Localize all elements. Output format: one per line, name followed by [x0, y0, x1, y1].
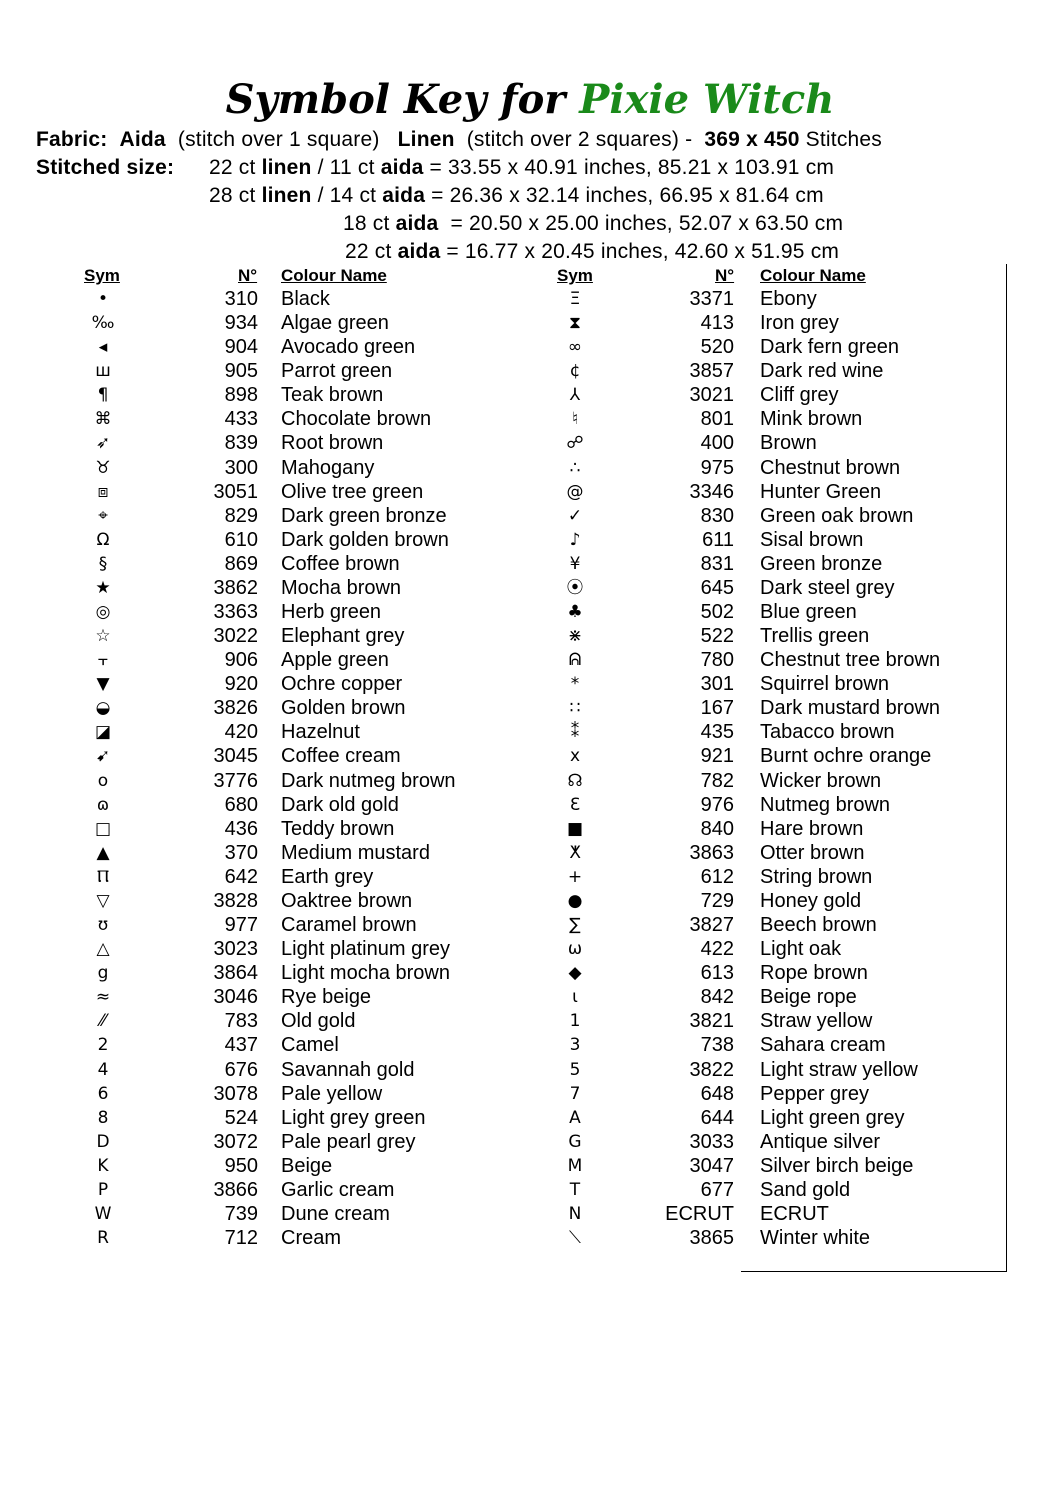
- colour-name: Dark nutmeg brown: [281, 769, 456, 792]
- dmc-number: 3776: [213, 769, 258, 792]
- colour-name: Golden brown: [281, 697, 406, 720]
- colour-name: Beige rope: [760, 986, 857, 1009]
- symbol: ▼: [96, 674, 110, 695]
- colour-name: Silver birch beige: [760, 1154, 914, 1177]
- dmc-number: 610: [224, 528, 258, 551]
- fabric-aida: Aida: [119, 128, 166, 151]
- colour-name: Hare brown: [760, 817, 864, 840]
- colour-name: Light straw yellow: [760, 1058, 918, 1081]
- colour-name: Mink brown: [760, 408, 863, 431]
- colour-name: Algae green: [281, 312, 389, 335]
- symbol: *: [570, 674, 580, 695]
- colour-name: Pale yellow: [281, 1082, 383, 1105]
- dmc-number: 524: [224, 1106, 258, 1129]
- colour-name: Caramel brown: [281, 914, 417, 937]
- colour-name: Savannah gold: [281, 1058, 415, 1081]
- colour-name: Green bronze: [760, 552, 883, 575]
- dmc-number: 436: [224, 817, 258, 840]
- dmc-number: 310: [224, 288, 258, 310]
- table-border-right: [1006, 264, 1007, 1272]
- size-dimensions: = 26.36 x 32.14 inches, 66.95 x 81.64 cm: [425, 184, 824, 207]
- size-fabric: aida: [382, 184, 426, 207]
- size-fabric: aida: [395, 212, 439, 235]
- symbol: ¥: [569, 553, 581, 574]
- colour-name: Black: [281, 288, 330, 310]
- page-title: [0, 76, 1060, 124]
- dmc-number: 3822: [689, 1058, 734, 1081]
- symbol: ◎: [95, 602, 111, 623]
- fabric-aida-note: (stitch over 1 square): [177, 128, 380, 151]
- dmc-number: 906: [224, 649, 258, 672]
- size-count: 22 ct: [209, 156, 262, 179]
- dmc-number: 920: [224, 673, 258, 696]
- colour-name: Winter white: [760, 1227, 871, 1250]
- symbol: N: [568, 1203, 582, 1224]
- fabric-label: Fabric:: [36, 128, 108, 151]
- colour-name: Pale pearl grey: [281, 1130, 416, 1153]
- symbol: T: [569, 1179, 581, 1200]
- symbol: 6: [97, 1083, 109, 1104]
- symbol: P: [97, 1179, 109, 1200]
- symbol: ▽: [96, 890, 110, 911]
- symbol: ⟍: [569, 1228, 581, 1249]
- stitched-size-label: Stitched size:: [36, 156, 175, 179]
- dmc-number: 400: [700, 432, 734, 455]
- colour-name: Beech brown: [760, 914, 877, 937]
- colour-name: Teddy brown: [281, 817, 395, 840]
- symbol: ⵅ: [569, 842, 581, 863]
- colour-name: Mocha brown: [281, 576, 402, 599]
- colour-name: Squirrel brown: [760, 673, 889, 696]
- fabric-linen: Linen: [397, 128, 455, 151]
- dmc-number: 3857: [689, 360, 734, 383]
- symbol: ⁑: [570, 722, 580, 743]
- dmc-number: 780: [700, 649, 734, 672]
- dmc-number: 3021: [689, 384, 734, 407]
- dmc-number: 921: [700, 745, 734, 768]
- symbol: ᕱ: [568, 650, 582, 671]
- size-count: / 14 ct: [311, 184, 383, 207]
- header-colour-left: Colour Name: [281, 266, 387, 285]
- dmc-number: 3045: [213, 745, 258, 768]
- symbol: ✓: [567, 505, 583, 526]
- dmc-number: 3821: [689, 1010, 734, 1033]
- symbol: ♉: [95, 457, 111, 478]
- symbol: ⧈: [97, 481, 109, 502]
- colour-name: Dark green bronze: [281, 504, 447, 527]
- dmc-number: 3862: [213, 576, 258, 599]
- dmc-number: 301: [700, 673, 734, 696]
- symbol: ★: [95, 577, 111, 598]
- symbol: ∞: [567, 337, 583, 358]
- symbol: @: [566, 481, 584, 502]
- symbol: §: [98, 553, 108, 574]
- dmc-number: 300: [224, 456, 258, 479]
- colour-name: Cliff grey: [760, 384, 839, 407]
- size-fabric: aida: [380, 156, 424, 179]
- dmc-number: 3866: [213, 1178, 258, 1201]
- colour-name: Root brown: [281, 432, 384, 455]
- dmc-number: 3863: [689, 841, 734, 864]
- symbol: ¶: [97, 385, 109, 406]
- colour-name: Green oak brown: [760, 504, 914, 527]
- symbol: ɩ: [572, 987, 578, 1008]
- dmc-number: 801: [700, 408, 734, 431]
- header-sym-right: Sym: [557, 266, 593, 285]
- symbol: 2: [97, 1035, 109, 1056]
- dmc-number: 642: [224, 865, 258, 888]
- dmc-number: 437: [224, 1034, 258, 1057]
- colour-name: Dark steel grey: [760, 576, 895, 599]
- colour-name: Dark mustard brown: [760, 697, 941, 720]
- dmc-number: 680: [224, 793, 258, 816]
- symbol: ▲: [96, 842, 110, 863]
- dmc-number: 677: [700, 1178, 734, 1201]
- dmc-number: 739: [224, 1202, 258, 1225]
- symbol: M: [567, 1155, 583, 1176]
- colour-name: Nutmeg brown: [760, 793, 891, 816]
- colour-name: Light oak: [760, 938, 842, 961]
- size-fabric: linen: [261, 156, 312, 179]
- symbol: ➶: [95, 433, 111, 454]
- symbol: ∑: [569, 915, 581, 936]
- colour-name: Sahara cream: [760, 1034, 886, 1057]
- symbol: ◆: [568, 963, 582, 984]
- dmc-number: 904: [224, 336, 258, 359]
- colour-name: Otter brown: [760, 841, 865, 864]
- symbol: 5: [569, 1059, 581, 1080]
- colour-name: Dark fern green: [760, 336, 899, 359]
- symbol: △: [96, 939, 110, 960]
- dmc-number: 613: [700, 962, 734, 985]
- dmc-number: ECRUT: [665, 1202, 734, 1225]
- size-count: 28 ct: [209, 184, 262, 207]
- symbol: ʊ: [97, 915, 109, 936]
- colour-name: Light platinum grey: [281, 938, 450, 961]
- stitched-size-line: [209, 182, 824, 210]
- size-dimensions: = 20.50 x 25.00 inches, 52.07 x 63.50 cm: [438, 212, 844, 235]
- symbol: Ω: [96, 529, 110, 550]
- dmc-number: 3828: [213, 889, 258, 912]
- colour-name: ECRUT: [760, 1202, 829, 1225]
- size-fabric: aida: [397, 240, 441, 263]
- symbol: ω: [567, 939, 583, 960]
- colour-name: Oaktree brown: [281, 889, 413, 912]
- colour-name: Apple green: [281, 649, 389, 672]
- fabric-linen-note: (stitch over 2 squares) -: [466, 128, 693, 151]
- symbol: D: [96, 1131, 110, 1152]
- colour-name: Burnt ochre orange: [760, 745, 932, 768]
- symbol: g: [97, 963, 109, 984]
- size-count: / 11 ct: [311, 156, 381, 179]
- symbol: ⅄: [569, 385, 581, 406]
- dmc-number: 420: [224, 721, 258, 744]
- dmc-number: 782: [700, 769, 734, 792]
- dmc-number: 976: [700, 793, 734, 816]
- size-dimensions: = 16.77 x 20.45 inches, 42.60 x 51.95 cm: [440, 240, 840, 263]
- dmc-number: 839: [224, 432, 258, 455]
- symbol: A: [569, 1107, 581, 1128]
- colour-name: Coffee cream: [281, 745, 401, 768]
- symbol: R: [97, 1228, 109, 1249]
- dmc-number: 977: [224, 914, 258, 937]
- dmc-number: 502: [700, 601, 734, 624]
- symbol: ⧗: [569, 313, 581, 334]
- colour-name: Teak brown: [281, 384, 384, 407]
- colour-name: Herb green: [281, 601, 382, 624]
- colour-name: Garlic cream: [281, 1178, 395, 1201]
- symbol: ɷ: [96, 794, 110, 815]
- dmc-number: 3022: [213, 625, 258, 648]
- colour-name: Iron grey: [760, 312, 839, 335]
- symbol: ⫟: [97, 650, 109, 671]
- dmc-number: 433: [224, 408, 258, 431]
- size-count: 22 ct: [345, 240, 398, 263]
- colour-name: Chestnut tree brown: [760, 649, 941, 672]
- symbol: ☊: [567, 770, 583, 791]
- symbol: ¢: [569, 361, 581, 382]
- size-fabric: linen: [261, 184, 312, 207]
- header-num-right: N°: [715, 266, 735, 285]
- dmc-number: 3051: [213, 480, 258, 503]
- symbol: K: [97, 1155, 109, 1176]
- colour-name: Wicker brown: [760, 769, 882, 792]
- colour-name: Parrot green: [281, 360, 393, 383]
- dmc-number: 167: [700, 697, 734, 720]
- symbol: 4: [97, 1059, 109, 1080]
- symbol: W: [94, 1203, 112, 1224]
- symbol: ‰: [91, 313, 115, 334]
- dmc-number: 3371: [689, 288, 734, 310]
- colour-name: Trellis green: [760, 625, 870, 648]
- symbol: ☆: [95, 626, 111, 647]
- colour-name: Light mocha brown: [281, 962, 450, 985]
- title-prefix: Symbol Key for: [225, 76, 566, 123]
- colour-name: Camel: [281, 1034, 339, 1057]
- dmc-number: 3023: [213, 938, 258, 961]
- colour-name: Elephant grey: [281, 625, 405, 648]
- dmc-number: 712: [224, 1227, 258, 1250]
- symbol: ⁄⁄: [100, 1011, 106, 1032]
- stitched-size-line: [345, 238, 839, 266]
- dmc-number: 611: [702, 528, 734, 551]
- symbol: x: [569, 746, 581, 767]
- dmc-number: 644: [700, 1106, 734, 1129]
- symbol: •: [97, 289, 109, 309]
- colour-name: Earth grey: [281, 865, 374, 888]
- colour-name: Medium mustard: [281, 841, 430, 864]
- colour-name: Hunter Green: [760, 480, 882, 503]
- colour-name: Mahogany: [281, 456, 375, 479]
- colour-name: Pepper grey: [760, 1082, 869, 1105]
- dmc-number: 898: [224, 384, 258, 407]
- colour-name: Honey gold: [760, 889, 862, 912]
- colour-name: Ebony: [760, 288, 817, 310]
- colour-name: Dark golden brown: [281, 528, 449, 551]
- dmc-number: 829: [224, 504, 258, 527]
- colour-name: Avocado green: [281, 336, 416, 359]
- colour-name: Olive tree green: [281, 480, 424, 503]
- dmc-number: 3033: [689, 1130, 734, 1153]
- stitched-size-line: [36, 154, 834, 182]
- dmc-number: 3826: [213, 697, 258, 720]
- colour-name: Brown: [760, 432, 817, 455]
- dmc-number: 934: [224, 312, 258, 335]
- symbol: ■: [566, 818, 584, 839]
- symbol: 1: [569, 1011, 581, 1032]
- dmc-number: 738: [700, 1034, 734, 1057]
- pattern-name: Pixie Witch: [579, 76, 835, 123]
- table-border-bottom: [741, 1271, 1007, 1272]
- dmc-number: 3363: [213, 601, 258, 624]
- symbol: ♮: [571, 409, 579, 430]
- dmc-number: 612: [700, 865, 734, 888]
- symbol: 8: [97, 1107, 109, 1128]
- colour-name: Antique silver: [760, 1130, 881, 1153]
- dmc-number: 840: [700, 817, 734, 840]
- colour-name: Blue green: [760, 601, 857, 624]
- stitches-word: Stitches: [805, 128, 882, 151]
- fabric-line: [36, 126, 882, 154]
- dmc-number: 520: [700, 336, 734, 359]
- symbol: ➹: [95, 746, 111, 767]
- dmc-number: 422: [700, 938, 734, 961]
- dmc-number: 975: [700, 456, 734, 479]
- dmc-number: 370: [224, 841, 258, 864]
- colour-name: Rope brown: [760, 962, 868, 985]
- symbol: o: [97, 770, 109, 791]
- colour-name: Straw yellow: [760, 1010, 873, 1033]
- colour-name: Dune cream: [281, 1202, 390, 1225]
- symbol: ⋇: [567, 626, 583, 647]
- symbol: ∴: [569, 457, 581, 478]
- dmc-number: 905: [224, 360, 258, 383]
- symbol: ∷: [569, 698, 581, 719]
- size-dimensions: = 33.55 x 40.91 inches, 85.21 x 103.91 cm: [423, 156, 835, 179]
- header-colour-right: Colour Name: [760, 266, 866, 285]
- symbol: ш: [95, 361, 111, 382]
- symbol: Ⲡ: [96, 866, 110, 887]
- symbol: ♪: [569, 529, 581, 550]
- stitch-count: 369 x 450: [704, 128, 800, 151]
- colour-name: Ochre copper: [281, 673, 403, 696]
- symbol: 7: [569, 1083, 581, 1104]
- dmc-number: 729: [700, 889, 734, 912]
- header-num-left: N°: [238, 266, 258, 285]
- dmc-number: 3047: [689, 1154, 734, 1177]
- dmc-number: 3078: [213, 1082, 258, 1105]
- colour-name: Rye beige: [281, 986, 372, 1009]
- colour-name: Light grey green: [281, 1106, 426, 1129]
- colour-name: Sisal brown: [760, 528, 864, 551]
- dmc-number: 645: [700, 576, 734, 599]
- dmc-number: 830: [700, 504, 734, 527]
- colour-name: Tabacco brown: [760, 721, 895, 744]
- symbol: ≈: [95, 987, 111, 1008]
- dmc-number: 648: [700, 1082, 734, 1105]
- dmc-number: 950: [224, 1154, 258, 1177]
- symbol: ⌖: [98, 505, 108, 526]
- colour-name: Hazelnut: [281, 721, 360, 744]
- symbol: 3: [569, 1035, 581, 1056]
- colour-name: Chestnut brown: [760, 456, 901, 479]
- dmc-number: 842: [700, 986, 734, 1009]
- symbol: Ξ: [569, 289, 581, 309]
- symbol: Ɛ: [569, 794, 581, 815]
- colour-name: Cream: [281, 1227, 342, 1250]
- dmc-number: 3865: [689, 1227, 734, 1250]
- dmc-number: 783: [224, 1010, 258, 1033]
- dmc-number: 3072: [213, 1130, 258, 1153]
- symbol: +: [567, 866, 583, 887]
- dmc-number: 522: [700, 625, 734, 648]
- dmc-number: 413: [700, 312, 734, 335]
- symbol: ⌘: [94, 409, 112, 430]
- dmc-number: 676: [224, 1058, 258, 1081]
- symbol: ◒: [95, 698, 111, 719]
- colour-name: Dark old gold: [281, 793, 399, 816]
- symbol: ◂: [98, 337, 108, 358]
- colour-name: Coffee brown: [281, 552, 400, 575]
- size-count: 18 ct: [343, 212, 396, 235]
- symbol: □: [94, 818, 112, 839]
- colour-name: Light green grey: [760, 1106, 905, 1129]
- symbol: ◪: [94, 722, 112, 743]
- symbol: ♣: [567, 602, 583, 623]
- colour-name: Sand gold: [760, 1178, 851, 1201]
- symbol: ☍: [566, 433, 584, 454]
- stitched-size-line: [343, 210, 843, 238]
- symbol: ●: [567, 890, 583, 911]
- symbol: ⦿: [566, 577, 584, 598]
- dmc-number: 435: [700, 721, 734, 744]
- colour-name: Old gold: [281, 1010, 356, 1033]
- dmc-number: 3046: [213, 986, 258, 1009]
- dmc-number: 869: [224, 552, 258, 575]
- colour-name: Dark red wine: [760, 360, 884, 383]
- colour-name: String brown: [760, 865, 873, 888]
- dmc-number: 3864: [213, 962, 258, 985]
- dmc-number: 3827: [689, 914, 734, 937]
- header-sym-left: Sym: [84, 266, 120, 285]
- symbol: G: [568, 1131, 582, 1152]
- dmc-number: 831: [700, 552, 734, 575]
- colour-name: Beige: [281, 1154, 333, 1177]
- dmc-number: 3346: [689, 480, 734, 503]
- colour-name: Chocolate brown: [281, 408, 432, 431]
